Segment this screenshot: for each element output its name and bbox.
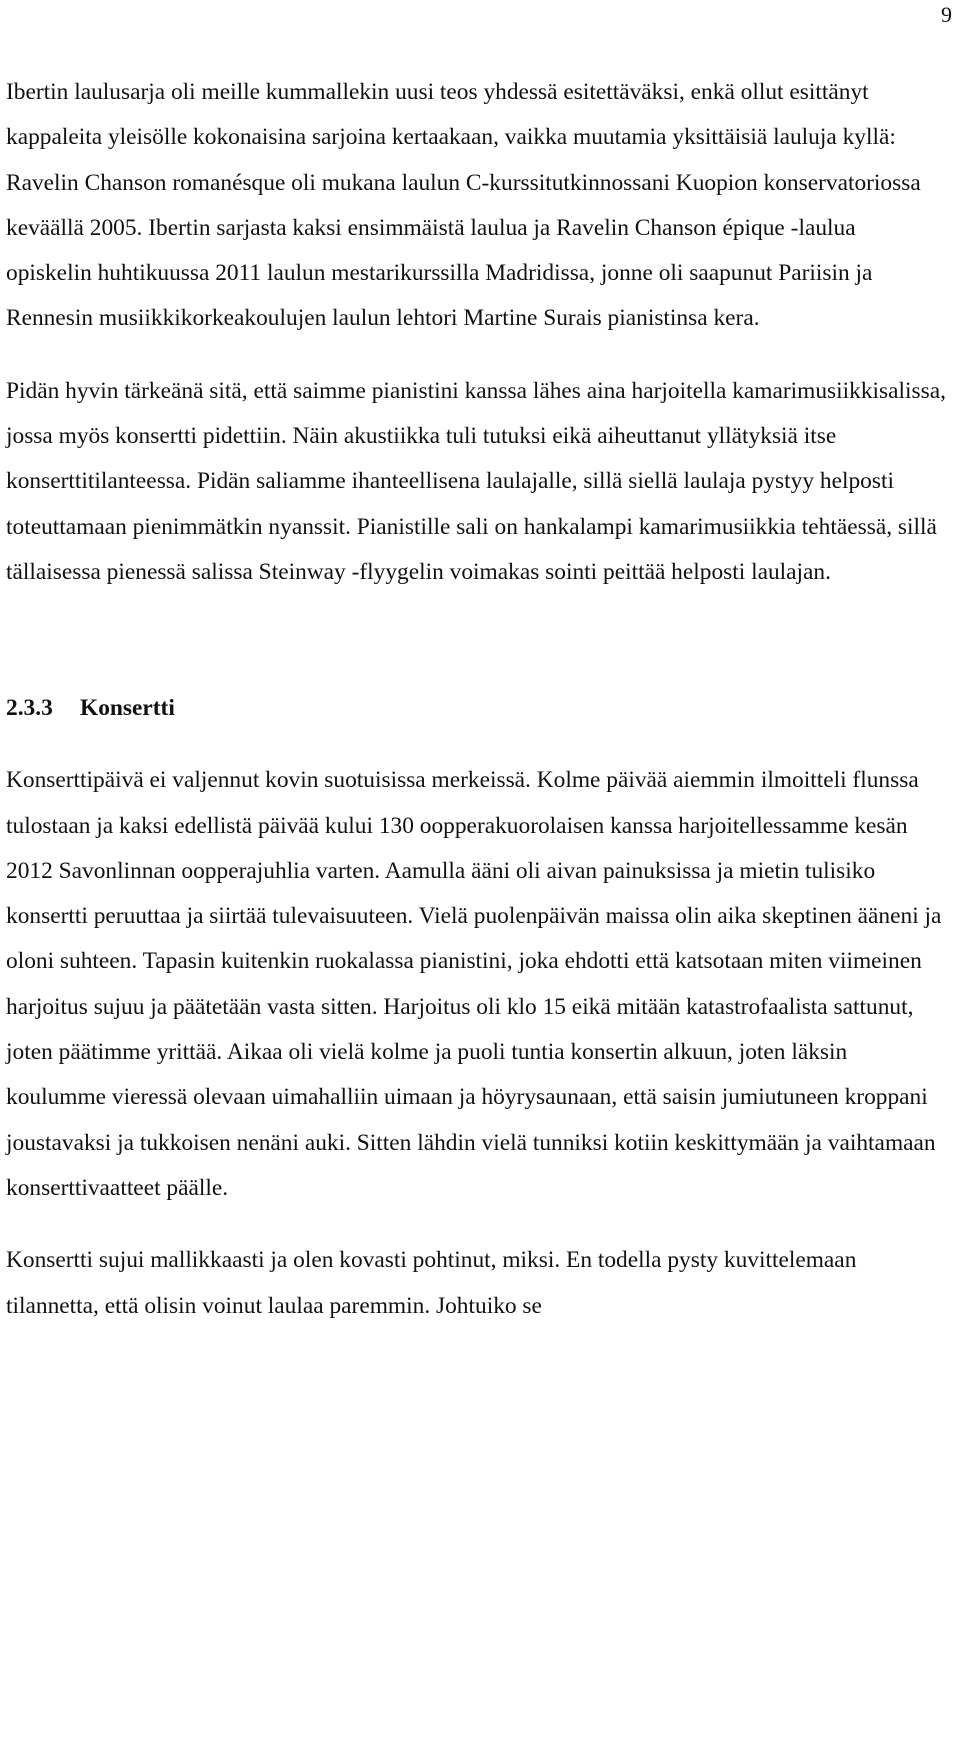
section-number: 2.3.3 <box>6 695 53 722</box>
page-number: 9 <box>941 2 952 27</box>
document-body <box>6 70 946 1329</box>
section-heading <box>6 693 946 723</box>
section-title: Konsertti <box>80 695 175 722</box>
paragraph-concert-success: Konsertti sujui mallikkaasti ja olen kovasti pohtinut, miksi. En todella pysty kuvittelemaan tilannetta, että olisin voinut laulaa paremmin. Johtuiko se <box>6 1247 857 1319</box>
paragraph-ibert-song-cycle: Ibertin laulusarja oli meille kummallekin uusi teos yhdessä esitettäväksi, enkä ollut esittänyt kappaleita yleisölle kokonaisina sarjoina kertaakaan, vaikka muutamia yksittäisiä lauluja kyllä: Ravelin Chanson romanésque oli mukana laulun C-kurssitutkinnossani Kuopion konservatoriossa keväällä 2005. Ibertin sarjasta kaksi ensimmäistä laulua ja Ravelin Chanson épique -laulua opiskelin huhtikuussa 2011 laulun mestarikurssilla Madridissa, jonne oli saapunut Pariisin ja Rennesin musiikkikorkeakoulujen laulun lehtori Martine Surais pianistinsa kera. <box>6 79 921 332</box>
paragraph-concert-day: Konserttipäivä ei valjennut kovin suotuisissa merkeissä. Kolme päivää aiemmin ilmoitteli flunssa tulostaan ja kaksi edellistä päivää kului 130 oopperakuorolaisen kanssa harjoitellessamme kesän 2012 Savonlinnan oopperajuhlia varten. Aamulla ääni oli aivan painuksissa ja mietin tulisiko konsertti peruuttaa ja siirtää tulevaisuuteen. Vielä puolenpäivän maissa olin aika skeptinen ääneni ja oloni suhteen. Tapasin kuitenkin ruokalassa pianistini, joka ehdotti että katsotaan miten viimeinen harjoitus sujuu ja päätetään vasta sitten. Harjoitus oli klo 15 eikä mitään katastrofaalista sattunut, joten päätimme yrittää. Aikaa oli vielä kolme ja puoli tuntia konsertin alkuun, joten läksin koulumme vieressä olevaan uimahalliin uimaan ja höyrysaunaan, että saisin jumiutuneen kroppani joustavaksi ja tukkoisen nenäni auki. Sitten lähdin vielä tunniksi kotiin keskittymään ja vaihtamaan konserttivaatteet päälle. <box>6 767 942 1201</box>
paragraph-chamber-hall: Pidän hyvin tärkeänä sitä, että saimme pianistini kanssa lähes aina harjoitella kamarimusiikkisalissa, jossa myös konsertti pidettiin. Näin akustiikka tuli tutuksi eikä aiheuttanut yllätyksiä itse konserttitilanteessa. Pidän saliamme ihanteellisena laulajalle, sillä siellä laulaja pystyy helposti toteuttamaan pienimmätkin nyanssit. Pianistille sali on hankalampi kamarimusiikkia tehtäessä, sillä tällaisessa pienessä salissa Steinway -flyygelin voimakas sointi peittää helposti laulajan. <box>6 377 946 585</box>
